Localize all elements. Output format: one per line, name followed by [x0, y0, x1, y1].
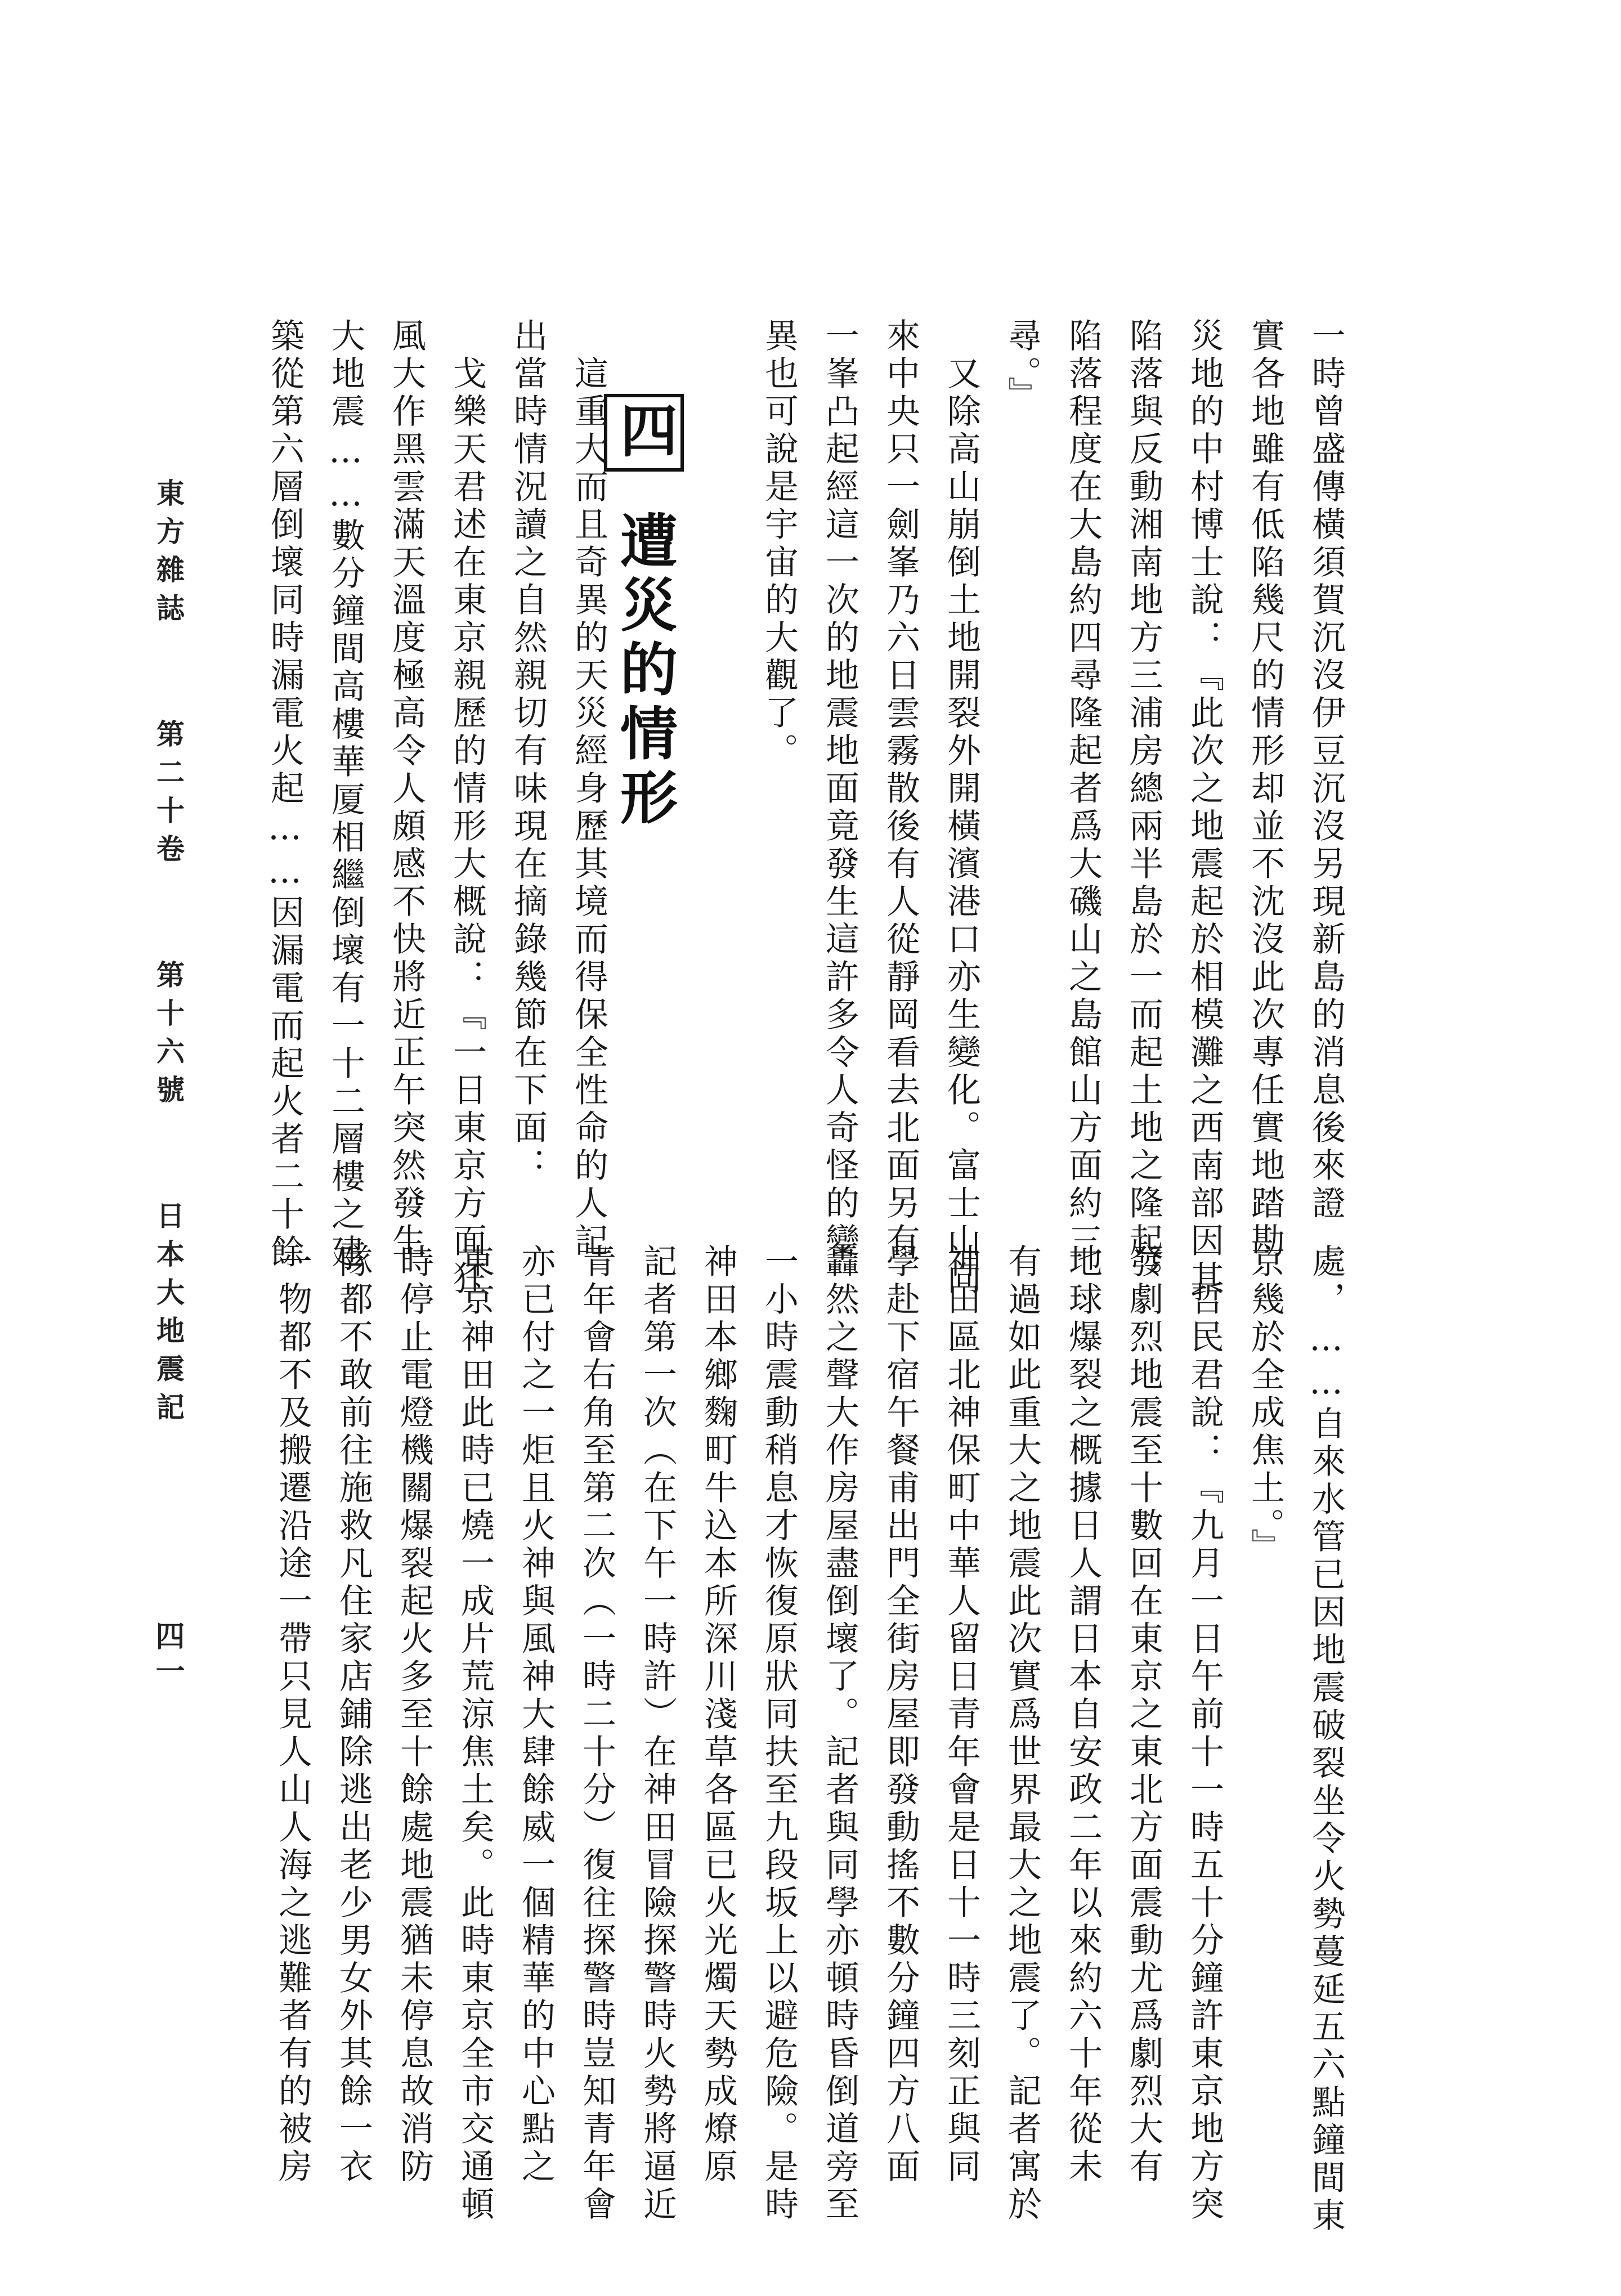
text-column: 一峯凸起經這一次的地震地面竟發生這許多令人奇怪的變 — [820, 318, 859, 1261]
text-column: 地球爆裂之概據日人謂日本自安政二年以來約六十年從未 — [1063, 1244, 1103, 2186]
upper-text-block — [749, 318, 1356, 1298]
text-column: 神田本鄉麴町牛込本所深川淺草各區已火光燭天勢成燎原 — [698, 1244, 738, 2186]
issue-number: 第十六號 — [152, 960, 185, 1113]
section-text-block — [254, 318, 619, 1298]
text-column: 神田區北神保町中華人留日青年會是日十一時三刻正與同 — [942, 1244, 981, 2186]
text-column: 亦已付之一炬且火神與風神大肆餘威一個精華的中心點之 — [516, 1244, 556, 2186]
text-column: 實各地雖有低陷幾尺的情形却並不沈沒此次專任實地踏勘 — [1246, 318, 1285, 1261]
text-column: 又除高山崩倒土地開裂外開橫濱港口亦生變化。富士山向 — [942, 318, 981, 1298]
text-column: 陷落與反動湘南地方三浦房總兩半島於一而起土地之隆起。 — [1124, 318, 1163, 1298]
text-column: 一物都不及搬遷沿途一帶只見人山人海之逃難者有的被房 — [273, 1244, 312, 2186]
text-column: 災地的中村博士說：『此次之地震起於相模灘之西南部因其 — [1185, 318, 1224, 1298]
text-column: 有過如此重大之地震此次實爲世界最大之地震了。記者寓於 — [1002, 1244, 1042, 2224]
text-column: 一時曾盛傳橫須賀沉沒伊豆沉沒另現新島的消息後來證 — [1306, 318, 1346, 1223]
text-column: 隊都不敢前往施救凡住家店鋪除逃出老少男女外其餘一衣 — [334, 1244, 373, 2186]
text-column: 哲民君說：『九月一日午前十一時五十分鐘許東京地方突 — [1185, 1244, 1224, 2224]
text-column: 京幾於全成焦土。』 — [1246, 1244, 1285, 1566]
text-column: 發劇烈地震至十數回在東京之東北方面震動尤爲劇烈大有 — [1124, 1244, 1163, 2186]
page-number: 四一 — [150, 1621, 184, 1690]
text-column: 這重大而且奇異的天災經身歷其境而得保全性命的人記 — [569, 318, 608, 1261]
journal-name: 東方雜誌 — [152, 478, 185, 631]
text-column: 大地震……數分鐘間高樓華厦相繼倒壞有一十二層樓之建 — [326, 318, 365, 1272]
text-column: 陷落程度在大島約四尋隆起者爲大磯山之島館山方面約三 — [1063, 318, 1103, 1261]
text-column: 處，……自來水管已因地震破裂坐令火勢蔓延五六點鐘間東 — [1306, 1244, 1346, 2235]
lower-text-block — [262, 1244, 1356, 2235]
volume-number: 第二十卷 — [152, 719, 185, 872]
section-title: 遭災的情形 — [611, 511, 678, 832]
section-number: 四 — [604, 394, 684, 472]
text-column: 學赴下宿午餐甫出門全街房屋即發動搖不數分鐘四方八面 — [881, 1244, 920, 2186]
text-column: 風大作黑雲滿天溫度極高令人頗感不快將近正午突然發生 — [387, 318, 426, 1261]
running-head — [148, 478, 189, 1476]
article-title: 日本大地震記 — [152, 1201, 185, 1430]
text-column: 記者第一次（在下午一時許）在神田冒險探警時火勢將逼近 — [638, 1244, 677, 2224]
text-column: 時停止電燈機關爆裂起火多至十餘處地震猶未停息故消防 — [395, 1244, 434, 2186]
text-column: 異也可說是宇宙的大觀了。 — [759, 318, 799, 770]
text-column: 一小時震動稍息才恢復原狀同扶至九段坂上以避危險。是時 — [759, 1244, 799, 2224]
text-column: 來中央只一劍峯乃六日雲霧散後有人從靜岡看去北面另有 — [881, 318, 920, 1261]
text-column: 出當時情況讀之自然親切有味現在摘錄幾節在下面： — [508, 318, 548, 1185]
text-column: 轟然之聲大作房屋盡倒壞了。記者與同學亦頓時昏倒道旁至 — [820, 1244, 859, 2224]
text-column: 築從第六層倒壞同時漏電火起……因漏電而起火者二十餘 — [265, 318, 305, 1272]
text-column: 戈樂天君述在東京親歷的情形大概說：『一日東京方面狂 — [447, 318, 487, 1298]
text-column: 尋。』 — [1002, 318, 1042, 414]
text-column: 東京神田此時已燒一成片荒涼焦土矣。此時東京全市交通頓 — [455, 1244, 495, 2224]
text-column: 青年會右角至第二次（一時二十分）復往探警時豈知青年會 — [577, 1244, 616, 2224]
